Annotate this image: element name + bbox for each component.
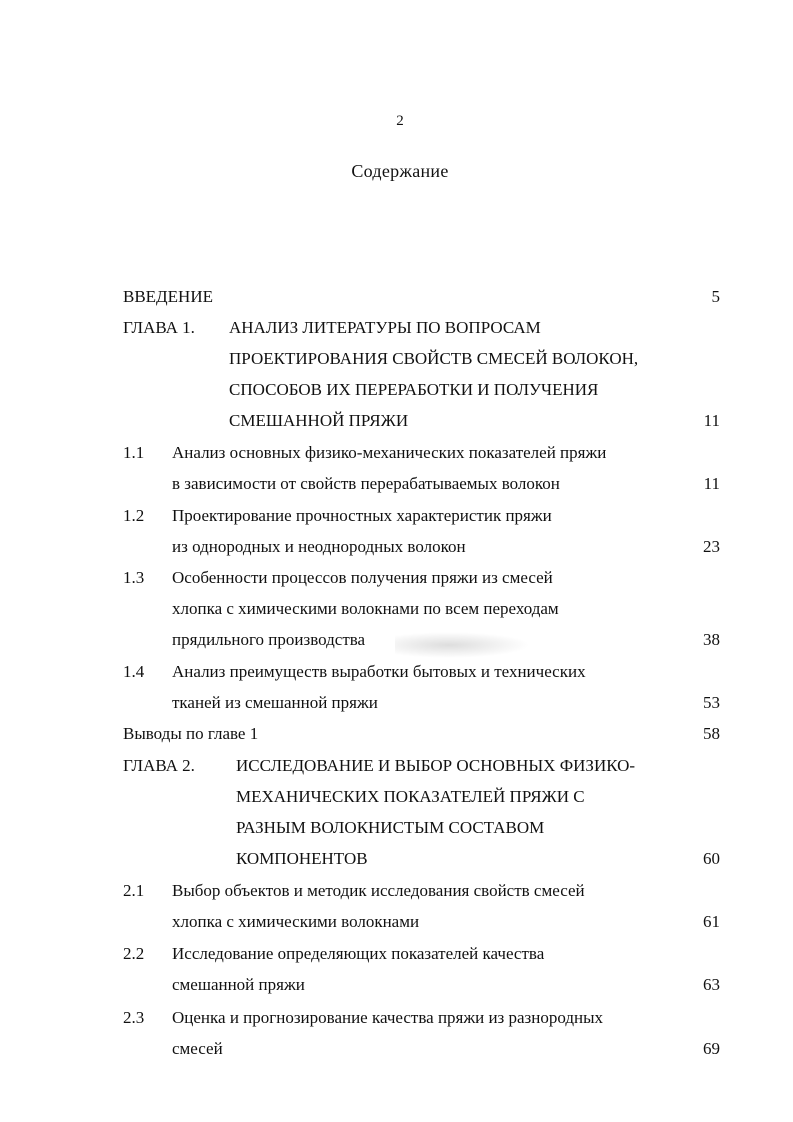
toc-page-chapter-2: 60 <box>703 849 720 868</box>
toc-section-number: 1.4 <box>123 662 145 681</box>
toc-section-1-3-line: хлопка с химическими волокнами по всем переходам <box>172 599 559 618</box>
toc-page-section-2-2: 63 <box>703 975 720 994</box>
scan-smudge <box>395 632 530 658</box>
toc-section-1-4-line: Анализ преимуществ выработки бытовых и технических <box>172 662 586 681</box>
toc-chapter-2-title-line: МЕХАНИЧЕСКИХ ПОКАЗАТЕЛЕЙ ПРЯЖИ С <box>236 787 585 806</box>
toc-page-section-1-2: 23 <box>703 537 720 556</box>
toc-section-number: 1.2 <box>123 506 145 525</box>
toc-page-chapter-1: 11 <box>703 411 720 430</box>
toc-page-section-2-3: 69 <box>703 1039 720 1058</box>
page-title: Содержание <box>351 161 449 181</box>
toc-section-number: 2.2 <box>123 944 145 963</box>
toc-section-1-3-line: Особенности процессов получения пряжи из смесей <box>172 568 553 587</box>
toc-page-section-1-3: 38 <box>703 630 720 649</box>
toc-chapter-2-label: ГЛАВА 2. <box>123 756 195 775</box>
toc-chapter-2-title-line: КОМПОНЕНТОВ <box>236 849 368 868</box>
toc-section-number: 1.3 <box>123 568 145 587</box>
toc-section-1-1-line: в зависимости от свойств перерабатываемых волокон <box>172 474 560 493</box>
toc-page-introduction: 5 <box>711 287 720 306</box>
toc-entry-introduction: ВВЕДЕНИЕ <box>123 287 213 306</box>
toc-chapter-1-title-line: СПОСОБОВ ИХ ПЕРЕРАБОТКИ И ПОЛУЧЕНИЯ <box>229 380 599 399</box>
toc-section-2-3-line: смесей <box>172 1039 223 1058</box>
toc-section-2-1-line: Выбор объектов и методик исследования свойств смесей <box>172 881 585 900</box>
toc-section-number: 2.3 <box>123 1008 145 1027</box>
toc-section-1-2-line: Проектирование прочностных характеристик пряжи <box>172 506 552 525</box>
toc-section-1-2-line: из однородных и неоднородных волокон <box>172 537 466 556</box>
toc-page-section-1-1: 11 <box>703 474 720 493</box>
toc-chapter-2-title-line: ИССЛЕДОВАНИЕ И ВЫБОР ОСНОВНЫХ ФИЗИКО- <box>236 756 636 775</box>
toc-chapter-2-title-line: РАЗНЫМ ВОЛОКНИСТЫМ СОСТАВОМ <box>236 818 545 837</box>
toc-section-1-3-line: прядильного производства <box>172 630 366 649</box>
page-number: 2 <box>396 113 404 129</box>
toc-entry-conclusions-1: Выводы по главе 1 <box>123 724 259 743</box>
toc-chapter-1-title-line: АНАЛИЗ ЛИТЕРАТУРЫ ПО ВОПРОСАМ <box>229 318 541 337</box>
toc-chapter-1-label: ГЛАВА 1. <box>123 318 195 337</box>
toc-chapter-1-title-line: СМЕШАННОЙ ПРЯЖИ <box>229 411 409 430</box>
toc-section-1-4-line: тканей из смешанной пряжи <box>172 693 378 712</box>
toc-section-2-2-line: смешанной пряжи <box>172 975 305 994</box>
toc-page-section-1-4: 53 <box>703 693 720 712</box>
toc-page-section-2-1: 61 <box>703 912 720 931</box>
toc-section-1-1-line: Анализ основных физико-механических показателей пряжи <box>172 443 607 462</box>
toc-section-2-3-line: Оценка и прогнозирование качества пряжи из разнородных <box>172 1008 604 1027</box>
toc-page-conclusions-1: 58 <box>703 724 720 743</box>
toc-section-2-1-line: хлопка с химическими волокнами <box>172 912 420 931</box>
toc-section-number: 1.1 <box>123 443 145 462</box>
toc-section-number: 2.1 <box>123 881 145 900</box>
toc-chapter-1-title-line: ПРОЕКТИРОВАНИЯ СВОЙСТВ СМЕСЕЙ ВОЛОКОН, <box>229 349 639 368</box>
toc-section-2-2-line: Исследование определяющих показателей качества <box>172 944 545 963</box>
